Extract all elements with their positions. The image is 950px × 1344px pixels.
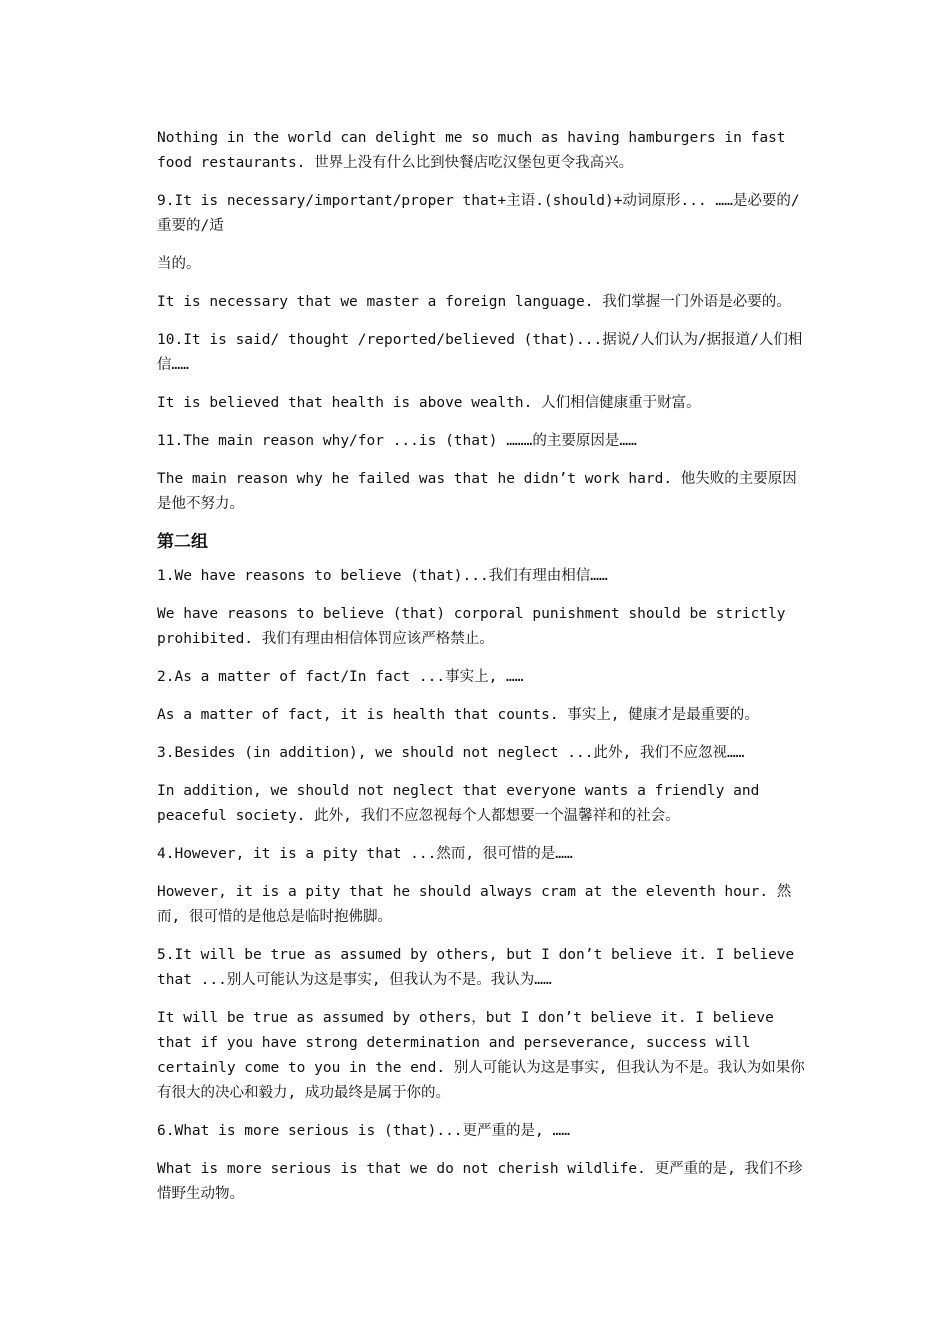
document-body [157, 126, 807, 1220]
example-sentence: What is more serious is that we do not cherish wildlife. 更严重的是, 我们不珍惜野生动物。 [157, 1161, 803, 1202]
pattern-5: 5.It will be true as assumed by others, but I don’t believe it. I believe that ...别人可能认为这是事实, 但我认为不是。我认为…… [157, 947, 795, 988]
pattern-9: 9.It is necessary/important/proper that+主语.(should)+动词原形... ……是必要的/重要的/适 [157, 193, 800, 234]
section-heading: 第二组 [157, 532, 208, 552]
pattern-11: 11.The main reason why/for ...is (that) ………的主要原因是…… [157, 433, 637, 449]
example-sentence: As a matter of fact, it is health that counts. 事实上, 健康才是最重要的。 [157, 707, 759, 723]
pattern-9-continuation: 当的。 [157, 256, 201, 272]
example-sentence: We have reasons to believe (that) corporal punishment should be strictly prohibited. 我们有理由相信体罚应该严格禁止。 [157, 606, 786, 647]
example-sentence: It will be true as assumed by others，but I don’t believe it. I believe that if you have strong determination and perseverance, success will certainly come to you in the end. 别人可能认为这是事实, 但我认为不是。我认为如果你有很大的决心和毅力, 成功最终是属于你的。 [157, 1010, 805, 1101]
example-sentence: Nothing in the world can delight me so much as having hamburgers in fast food restaurants. 世界上没有什么比到快餐店吃汉堡包更令我高兴。 [157, 130, 786, 171]
pattern-6: 6.What is more serious is (that)...更严重的是, …… [157, 1123, 570, 1139]
example-sentence: However, it is a pity that he should always cram at the eleventh hour. 然而, 很可惜的是他总是临时抱佛脚。 [157, 884, 792, 925]
pattern-1: 1.We have reasons to believe (that)...我们有理由相信…… [157, 568, 608, 584]
pattern-2: 2.As a matter of fact/In fact ...事实上, …… [157, 669, 524, 685]
pattern-10: 10.It is said/ thought /reported/believed (that)...据说/人们认为/据报道/人们相信…… [157, 332, 803, 373]
example-sentence: In addition, we should not neglect that everyone wants a friendly and peaceful society. 此外, 我们不应忽视每个人都想要一个温馨祥和的社会。 [157, 783, 760, 824]
example-sentence: It is believed that health is above wealth. 人们相信健康重于财富。 [157, 395, 701, 411]
example-sentence: The main reason why he failed was that he didn’t work hard. 他失败的主要原因是他不努力。 [157, 471, 797, 512]
example-sentence: It is necessary that we master a foreign language. 我们掌握一门外语是必要的。 [157, 294, 791, 310]
pattern-3: 3.Besides (in addition), we should not neglect ...此外, 我们不应忽视…… [157, 745, 745, 761]
pattern-4: 4.However, it is a pity that ...然而, 很可惜的是…… [157, 846, 573, 862]
